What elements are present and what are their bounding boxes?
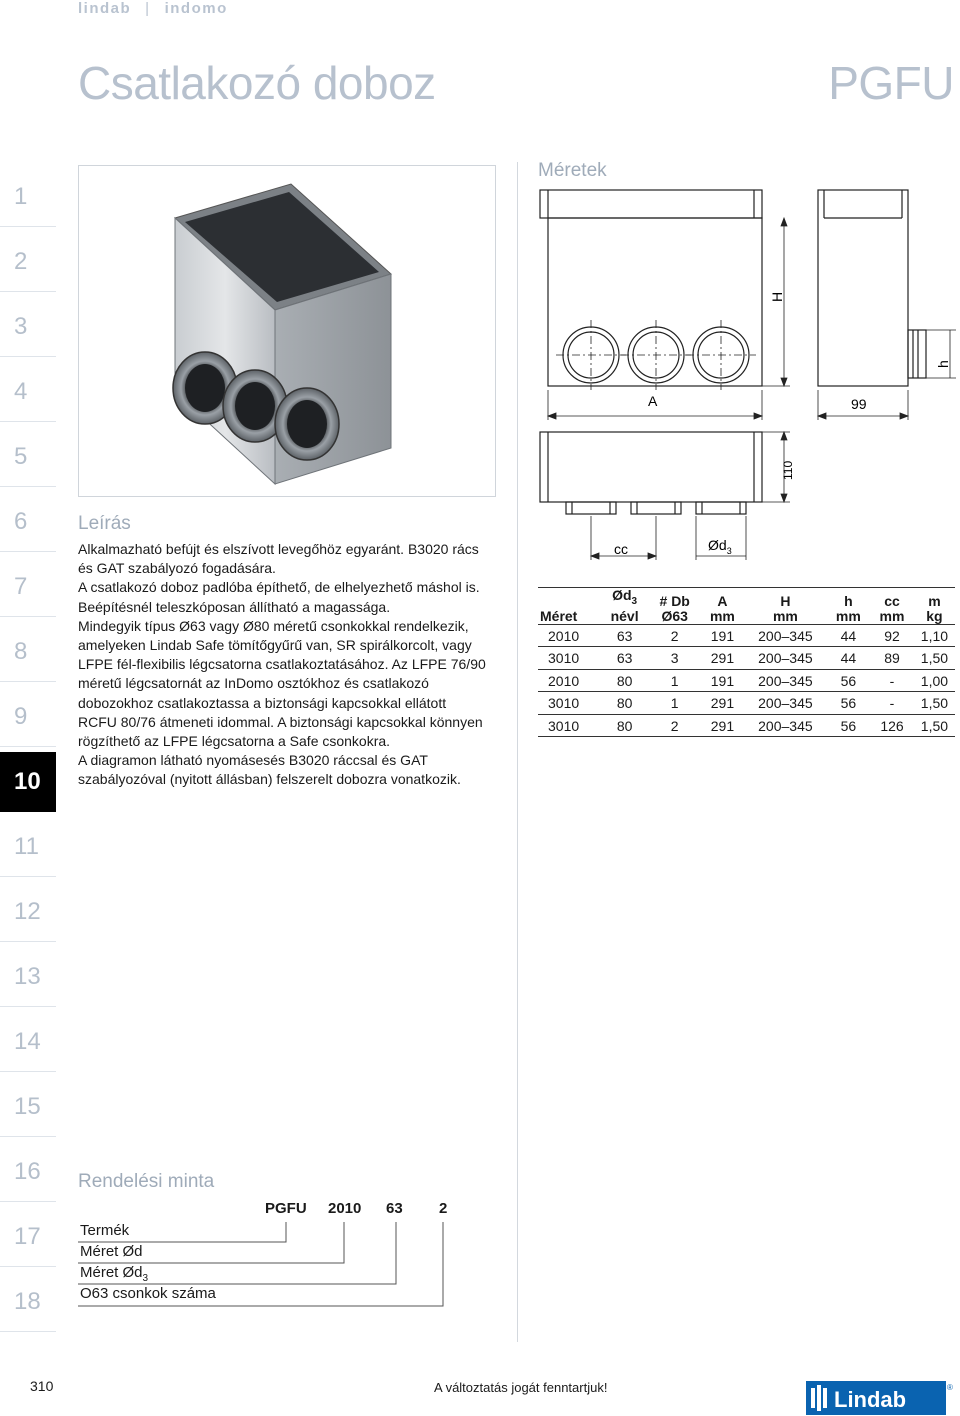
- table-cell: 1,50: [914, 692, 955, 715]
- chapter-tab-1[interactable]: 1: [0, 167, 56, 227]
- table-cell: 89: [870, 647, 914, 670]
- description-paragraph-4: A diagramon látható nyomásesés B3020 ráccsal és GAT szabályozóval (nyitott állásban) felszerelt dobozra vonatkozik.: [78, 752, 461, 788]
- table-cell: 200–345: [744, 669, 826, 692]
- brand-separator: |: [145, 0, 151, 17]
- table-cell: 56: [827, 692, 871, 715]
- dim-label-H: H: [769, 291, 785, 302]
- header-brand: [78, 0, 228, 17]
- description-text: [78, 540, 488, 790]
- order-code-product: PGFU: [265, 1200, 307, 1217]
- table-row: [538, 714, 955, 737]
- table-header-row: [538, 588, 955, 625]
- col-header-h: h mm: [827, 588, 871, 625]
- spigot-3: [275, 388, 339, 460]
- chapter-tab-3[interactable]: 3: [0, 297, 56, 357]
- chapter-tab-14[interactable]: 14: [0, 1012, 56, 1072]
- table-cell: 1,00: [914, 669, 955, 692]
- col-header-count: # Db Ø63: [649, 588, 701, 625]
- table-cell: 56: [827, 669, 871, 692]
- page-number: 310: [30, 1378, 54, 1394]
- table-cell: 63: [600, 647, 648, 670]
- table-cell: 80: [600, 714, 648, 737]
- brand-lindab: lindab: [78, 0, 132, 17]
- table-cell: 291: [701, 647, 745, 670]
- table-row: [538, 692, 955, 715]
- order-label-product: Termék: [80, 1222, 130, 1239]
- table-cell: 2: [649, 624, 701, 647]
- order-code-size: 2010: [328, 1200, 362, 1217]
- order-code-od3: 63: [386, 1200, 403, 1217]
- order-label-size: Méret Ød: [80, 1243, 143, 1260]
- footer-note: A változtatás jogát fenntartjuk!: [434, 1380, 608, 1395]
- chapter-tab-12[interactable]: 12: [0, 882, 56, 942]
- table-cell: 3: [649, 647, 701, 670]
- table-cell: 126: [870, 714, 914, 737]
- dim-label-od: $Ød_3$: [708, 537, 732, 556]
- technical-drawing: [528, 180, 958, 575]
- table-cell: 3010: [538, 714, 600, 737]
- col-header-mass: m kg: [914, 588, 955, 625]
- logo-reg-mark: ®: [947, 1383, 953, 1392]
- table-cell: -: [870, 669, 914, 692]
- table-cell: 1,50: [914, 714, 955, 737]
- brand-indomo: indomo: [164, 0, 228, 17]
- chapter-tab-17[interactable]: 17: [0, 1207, 56, 1267]
- table-cell: 291: [701, 692, 745, 715]
- table-row: [538, 624, 955, 647]
- table-row: [538, 669, 955, 692]
- table-cell: 1: [649, 669, 701, 692]
- column-divider: [517, 162, 518, 1342]
- chapter-tab-4[interactable]: 4: [0, 362, 56, 422]
- col-header-cc: cc mm: [870, 588, 914, 625]
- col-header-a: A mm: [701, 588, 745, 625]
- table-cell: 63: [600, 624, 648, 647]
- table-cell: 200–345: [744, 647, 826, 670]
- table-cell: 1,50: [914, 647, 955, 670]
- table-cell: 1,10: [914, 624, 955, 647]
- table-cell: 56: [827, 714, 871, 737]
- product-code: PGFU: [828, 57, 954, 109]
- product-illustration: [79, 166, 495, 496]
- dim-label-h: h: [935, 360, 951, 368]
- dim-label-99: 99: [851, 396, 867, 412]
- table-cell: 44: [827, 647, 871, 670]
- chapter-tab-6[interactable]: 6: [0, 492, 56, 552]
- table-row: [538, 647, 955, 670]
- dim-label-A: A: [648, 393, 658, 409]
- chapter-tab-15[interactable]: 15: [0, 1077, 56, 1137]
- table-cell: 2010: [538, 669, 600, 692]
- order-label-count: O63 csonkok száma: [80, 1285, 216, 1302]
- chapter-tab-7[interactable]: 7: [0, 557, 56, 617]
- table-cell: 3010: [538, 647, 600, 670]
- col-header-od: $Ød_3$ névl: [600, 588, 648, 625]
- table-cell: 191: [701, 669, 745, 692]
- order-code-count: 2: [439, 1200, 448, 1217]
- table-cell: 92: [870, 624, 914, 647]
- chapter-tab-13[interactable]: 13: [0, 947, 56, 1007]
- description-heading: Leírás: [78, 513, 131, 534]
- description-paragraph-3: Mindegyik típus Ø63 vagy Ø80 méretű csonkokkal rendelkezik, amelyeken Lindab Safe tömítőgyűrű van, SR spirálkorcolt, vagy LFPE fél-flexibilis légcsatorna csatlakoztatásához. Az LFPE 76/90 méretű légcsatornát az InDomo osztókhoz és csatlakozó dobozokhoz csatlakoztassa a biztonsági kapcsokkal ellátott RCFU 80/76 átmeneti idommal. A biztonsági kapcsokkal könnyen rögzíthető az LFPE légcsatorna a Safe csonkokra.: [78, 617, 486, 750]
- table-cell: 44: [827, 624, 871, 647]
- lindab-logo: [806, 1381, 954, 1415]
- dimensions-heading: Méretek: [538, 160, 607, 181]
- col-header-H: H mm: [744, 588, 826, 625]
- chapter-tab-2[interactable]: 2: [0, 232, 56, 292]
- chapter-tab-11[interactable]: 11: [0, 817, 56, 877]
- description-paragraph-1: Alkalmazható befújt és elszívott levegőhöz egyaránt. B3020 rács és GAT szabályozó fogadására.: [78, 541, 479, 577]
- chapter-tab-8[interactable]: 8: [0, 622, 56, 682]
- order-heading: Rendelési minta: [78, 1171, 215, 1192]
- table-cell: 80: [600, 692, 648, 715]
- logo-text: Lindab: [834, 1387, 907, 1412]
- dim-label-110: 110: [781, 460, 795, 480]
- dim-label-cc: cc: [614, 541, 628, 557]
- chapter-tab-10[interactable]: 10: [0, 752, 56, 812]
- chapter-tab-9[interactable]: 9: [0, 687, 56, 747]
- table-cell: 200–345: [744, 714, 826, 737]
- col-header-size: Méret: [538, 588, 600, 625]
- table-cell: 291: [701, 714, 745, 737]
- table-cell: 2: [649, 714, 701, 737]
- chapter-tab-16[interactable]: 16: [0, 1142, 56, 1202]
- chapter-tab-5[interactable]: 5: [0, 427, 56, 487]
- chapter-tab-18[interactable]: 18: [0, 1272, 56, 1332]
- description-paragraph-2: A csatlakozó doboz padlóba építhető, de elhelyezhető máshol is. Beépítésnél teleszkóposan állítható a magassága.: [78, 579, 480, 615]
- product-photo: [78, 165, 496, 497]
- table-cell: 80: [600, 669, 648, 692]
- table-cell: -: [870, 692, 914, 715]
- page-title: Csatlakozó doboz: [78, 57, 436, 109]
- spec-table: [538, 587, 955, 737]
- table-cell: 1: [649, 692, 701, 715]
- order-label-od3: Méret $Ød_3$: [80, 1264, 149, 1284]
- table-cell: 2010: [538, 624, 600, 647]
- table-cell: 3010: [538, 692, 600, 715]
- table-cell: 200–345: [744, 624, 826, 647]
- table-cell: 191: [701, 624, 745, 647]
- chapter-index: [0, 167, 56, 1337]
- table-cell: 200–345: [744, 692, 826, 715]
